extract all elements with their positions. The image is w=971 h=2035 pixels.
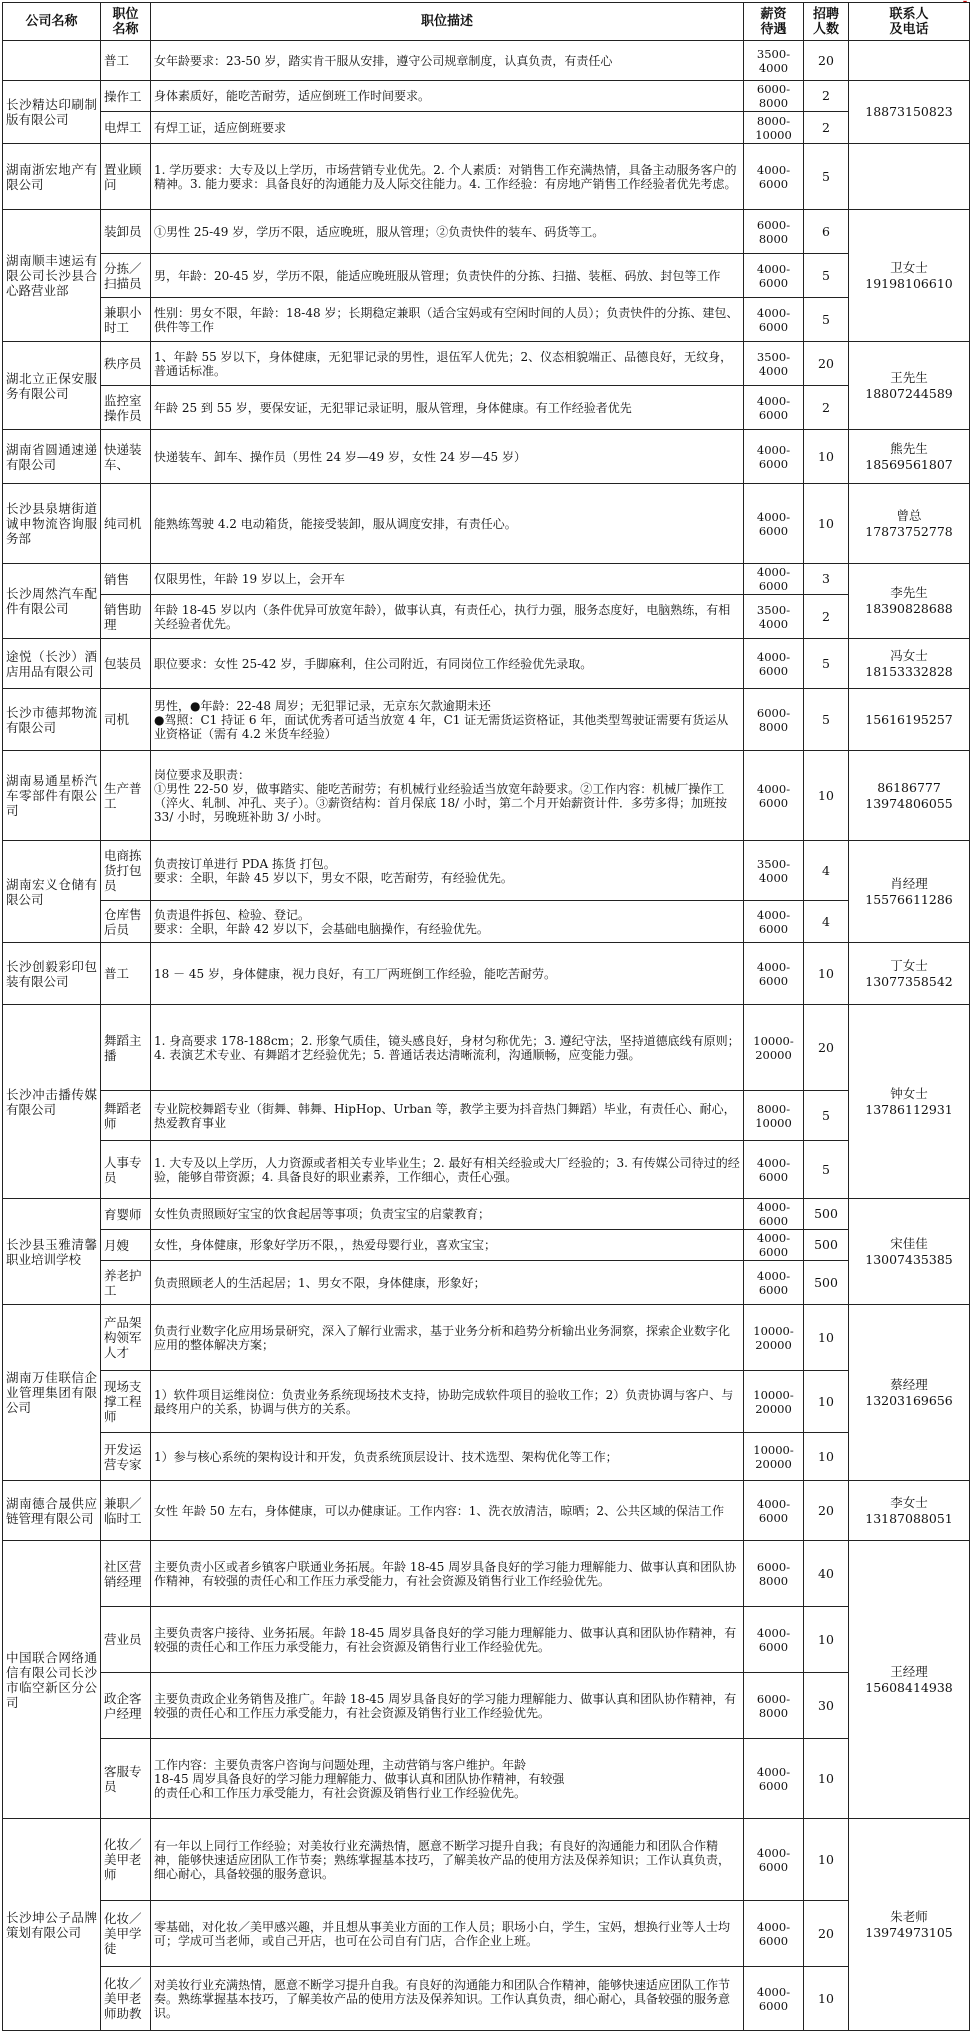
position-cell: 育婴师 <box>101 1199 151 1230</box>
salary-cell: 4000-6000 <box>744 254 804 298</box>
position-cell: 月嫂 <box>101 1230 151 1261</box>
salary-cell: 6000-8000 <box>744 1673 804 1739</box>
salary-cell: 6000-8000 <box>744 81 804 112</box>
table-row <box>3 1433 970 1481</box>
description-cell: 1）软件项目运维岗位：负责业务系统现场技术支持，协助完成软件项目的验收工作；2）负责协调与客户、与最终用户的关系，协调与供方的关系。 <box>151 1371 744 1433</box>
count-cell: 20 <box>804 342 849 386</box>
contact-cell: 熊先生 18569561807 <box>849 430 970 484</box>
company-cell: 途悦（长沙）酒店用品有限公司 <box>3 639 101 689</box>
salary-cell: 4000-6000 <box>744 1230 804 1261</box>
description-cell: 对美妆行业充满热情，愿意不断学习提升自我。有良好的沟通能力和团队合作精神，能够快速适应团队工作节奏。熟练掌握基本技巧，了解美妆产品的使用方法及保养知识。工作认真负责，细心耐心，具备较强的服务意识。 <box>151 1967 744 2031</box>
description-cell: 职位要求：女性 25-42 岁，手脚麻利，住公司附近，有同岗位工作经验优先录取。 <box>151 639 744 689</box>
position-cell: 化妆／美甲老师 <box>101 1819 151 1901</box>
count-cell: 5 <box>804 1091 849 1141</box>
description-cell: 年龄 25 到 55 岁，要保安证，无犯罪记录证明，服从管理，身体健康。有工作经验者优先 <box>151 386 744 430</box>
count-cell: 10 <box>804 430 849 484</box>
table-row <box>3 1481 970 1541</box>
count-cell: 20 <box>804 1901 849 1967</box>
table-row <box>3 1005 970 1091</box>
count-cell: 40 <box>804 1541 849 1607</box>
salary-cell: 4000-6000 <box>744 386 804 430</box>
table-row <box>3 1819 970 1901</box>
description-cell: 主要负责小区或者乡镇客户联通业务拓展。年龄 18-45 周岁具备良好的学习能力理解能力、做事认真和团队协作精神，有较强的责任心和工作压力承受能力，有社会资源及销售行业工作经验优先。 <box>151 1541 744 1607</box>
count-cell: 5 <box>804 1141 849 1199</box>
position-cell: 客服专员 <box>101 1739 151 1819</box>
company-cell: 湖南浙宏地产有限公司 <box>3 144 101 210</box>
description-cell: 年龄 18-45 岁以内（条件优异可放宽年龄），做事认真，有责任心，执行力强，服务态度好，电脑熟练，有相关经验者优先。 <box>151 595 744 639</box>
position-cell: 销售助理 <box>101 595 151 639</box>
count-cell: 4 <box>804 841 849 901</box>
salary-cell: 4000-6000 <box>744 1967 804 2031</box>
header-description: 职位描述 <box>151 3 744 41</box>
table-row <box>3 901 970 943</box>
count-cell: 2 <box>804 595 849 639</box>
company-cell: 长沙创毅彩印包装有限公司 <box>3 943 101 1005</box>
position-cell: 秩序员 <box>101 342 151 386</box>
description-cell: 1. 身高要求 178-188cm；2. 形象气质佳，镜头感良好，身材匀称优先；3. 遵纪守法，坚持道德底线有原则； 4. 表演艺术专业、有舞蹈才艺经验优先；5. 普通话表达清晰流利，沟通顺畅，应变能力强。 <box>151 1005 744 1091</box>
table-row <box>3 342 970 386</box>
position-cell: 政企客户经理 <box>101 1673 151 1739</box>
salary-cell: 4000-6000 <box>744 1481 804 1541</box>
table-row <box>3 639 970 689</box>
contact-cell: 15616195257 <box>849 689 970 751</box>
position-cell: 化妆／美甲老师助教 <box>101 1967 151 2031</box>
description-cell: 1）参与核心系统的架构设计和开发，负责系统顶层设计、技术选型、架构优化等工作； <box>151 1433 744 1481</box>
count-cell: 20 <box>804 1005 849 1091</box>
count-cell: 10 <box>804 484 849 564</box>
table-row <box>3 254 970 298</box>
position-cell: 兼职／临时工 <box>101 1481 151 1541</box>
count-cell: 10 <box>804 1305 849 1371</box>
description-cell: 工作内容：主要负责客户咨询与问题处理，主动营销与客户维护。年龄 18-45 周岁具备良好的学习能力理解能力、做事认真和团队协作精神，有较强 的责任心和工作压力承受能力，有社会资源及销售行业工作经验优先。 <box>151 1739 744 1819</box>
contact-cell: 蔡经理 13203169656 <box>849 1305 970 1481</box>
position-cell: 监控室操作员 <box>101 386 151 430</box>
table-row <box>3 841 970 901</box>
description-cell: 18 － 45 岁，身体健康，视力良好，有工厂两班倒工作经验，能吃苦耐劳。 <box>151 943 744 1005</box>
company-cell: 湖北立正保安服务有限公司 <box>3 342 101 430</box>
contact-cell: 肖经理 15576611286 <box>849 841 970 943</box>
salary-cell: 4000-6000 <box>744 144 804 210</box>
count-cell: 20 <box>804 41 849 81</box>
position-cell: 社区营销经理 <box>101 1541 151 1607</box>
salary-cell: 4000-6000 <box>744 1607 804 1673</box>
table-row <box>3 1967 970 2031</box>
count-cell: 500 <box>804 1261 849 1305</box>
position-cell: 营业员 <box>101 1607 151 1673</box>
table-row <box>3 689 970 751</box>
table-row <box>3 1371 970 1433</box>
table-row <box>3 81 970 112</box>
table-row <box>3 1230 970 1261</box>
count-cell: 20 <box>804 1481 849 1541</box>
salary-cell: 10000- 20000 <box>744 1305 804 1371</box>
contact-cell <box>849 144 970 210</box>
position-cell: 舞蹈主播 <box>101 1005 151 1091</box>
count-cell: 5 <box>804 144 849 210</box>
count-cell: 2 <box>804 81 849 112</box>
description-cell: 男，年龄：20-45 岁，学历不限，能适应晚班服从管理；负责快件的分拣、扫描、装框、码放、封包等工作 <box>151 254 744 298</box>
table-row <box>3 1739 970 1819</box>
salary-cell: 3500-4000 <box>744 595 804 639</box>
table-row <box>3 943 970 1005</box>
position-cell: 包装员 <box>101 639 151 689</box>
description-cell: 女性，身体健康，形象好学历不限，，热爱母婴行业，喜欢宝宝； <box>151 1230 744 1261</box>
contact-cell: 王经理 15608414938 <box>849 1541 970 1819</box>
salary-cell: 10000- 20000 <box>744 1371 804 1433</box>
description-cell: 主要负责客户接待、业务拓展。年龄 18-45 周岁具备良好的学习能力理解能力、做事认真和团队协作精神，有较强的责任心和工作压力承受能力，有社会资源及销售行业工作经验优先。 <box>151 1607 744 1673</box>
company-cell: 长沙冲击播传媒有限公司 <box>3 1005 101 1199</box>
position-cell: 操作工 <box>101 81 151 112</box>
description-cell: 负责照顾老人的生活起居；1、男女不限，身体健康，形象好； <box>151 1261 744 1305</box>
position-cell: 普工 <box>101 41 151 81</box>
description-cell: 有焊工证，适应倒班要求 <box>151 112 744 144</box>
contact-cell: 朱老师 13974973105 <box>849 1819 970 2031</box>
count-cell: 2 <box>804 112 849 144</box>
header-count: 招聘 人数 <box>804 3 849 41</box>
salary-cell: 4000-6000 <box>744 751 804 841</box>
description-cell: 负责按订单进行 PDA 拣货 打包。 要求：全职，年龄 45 岁以下，男女不限，吃苦耐劳，有经验优先。 <box>151 841 744 901</box>
salary-cell: 6000-8000 <box>744 210 804 254</box>
count-cell: 3 <box>804 564 849 595</box>
job-listing-sheet <box>2 2 969 2031</box>
company-cell: 长沙市德邦物流有限公司 <box>3 689 101 751</box>
salary-cell: 4000-6000 <box>744 943 804 1005</box>
position-cell: 化妆／美甲学徒 <box>101 1901 151 1967</box>
company-cell: 长沙县玉雅清馨职业培训学校 <box>3 1199 101 1305</box>
description-cell: 有一年以上同行工作经验；对美妆行业充满热情，愿意不断学习提升自我；有良好的沟通能力和团队合作精神，能够快速适应团队工作节奏；熟练掌握基本技巧，了解美妆产品的使用方法及保养知识；工作认真负责，细心耐心，具备较强的服务意识。 <box>151 1819 744 1901</box>
description-cell: 女性负责照顾好宝宝的饮食起居等事项；负责宝宝的启蒙教育； <box>151 1199 744 1230</box>
salary-cell: 8000- 10000 <box>744 112 804 144</box>
description-cell: 1. 大专及以上学历，人力资源或者相关专业毕业生；2. 最好有相关经验或大厂经验的；3. 有传媒公司待过的经验，能够自带资源；4. 具备良好的职业素养，工作细心，责任心强。 <box>151 1141 744 1199</box>
table-row <box>3 595 970 639</box>
header-company: 公司名称 <box>3 3 101 41</box>
count-cell: 10 <box>804 1607 849 1673</box>
salary-cell: 4000-6000 <box>744 298 804 342</box>
count-cell: 10 <box>804 1371 849 1433</box>
salary-cell: 4000-6000 <box>744 639 804 689</box>
table-row <box>3 112 970 144</box>
contact-cell <box>849 41 970 81</box>
company-cell: 长沙坤公子品牌策划有限公司 <box>3 1819 101 2031</box>
count-cell: 10 <box>804 1433 849 1481</box>
company-cell: 长沙精达印刷制版有限公司 <box>3 81 101 144</box>
salary-cell: 3500-4000 <box>744 342 804 386</box>
description-cell: ①男性 25-49 岁，学历不限，适应晚班，服从管理；②负责快件的装车、码货等工。 <box>151 210 744 254</box>
salary-cell: 4000-6000 <box>744 1199 804 1230</box>
company-cell: 中国联合网络通信有限公司长沙市临空新区分公司 <box>3 1541 101 1819</box>
count-cell: 5 <box>804 254 849 298</box>
table-row <box>3 1305 970 1371</box>
count-cell: 6 <box>804 210 849 254</box>
table-row <box>3 210 970 254</box>
description-cell: 1. 学历要求：大专及以上学历，市场营销专业优先。2. 个人素质：对销售工作充满热情，具备主动服务客户的精神。3. 能力要求：具备良好的沟通能力及人际交往能力。4. 工作经验：有房地产销售工作经验者优先考虑。 <box>151 144 744 210</box>
position-cell: 人事专员 <box>101 1141 151 1199</box>
salary-cell: 4000-6000 <box>744 1739 804 1819</box>
description-cell: 零基础，对化妆／美甲感兴趣，并且想从事美业方面的工作人员；职场小白，学生，宝妈，想换行业等人士均可；学成可当老师，或自己开店，也可在公司自有门店，合作企业上班。 <box>151 1901 744 1967</box>
salary-cell: 10000- 20000 <box>744 1005 804 1091</box>
contact-cell: 宋佳佳 13007435385 <box>849 1199 970 1305</box>
salary-cell: 4000-6000 <box>744 484 804 564</box>
company-cell: 湖南万佳联信企业管理集团有限公司 <box>3 1305 101 1481</box>
table-row <box>3 564 970 595</box>
salary-cell: 6000-8000 <box>744 689 804 751</box>
contact-cell: 曾总 17873752778 <box>849 484 970 564</box>
company-cell: 长沙周然汽车配件有限公司 <box>3 564 101 639</box>
count-cell: 5 <box>804 298 849 342</box>
description-cell: 性别：男女不限，年龄：18-48 岁；长期稳定兼职（适合宝妈或有空闲时间的人员）；负责快件的分拣、建包、供件等工作 <box>151 298 744 342</box>
count-cell: 10 <box>804 943 849 1005</box>
position-cell: 置业顾问 <box>101 144 151 210</box>
table-row <box>3 1141 970 1199</box>
position-cell: 产品架构领军人才 <box>101 1305 151 1371</box>
table-row <box>3 1607 970 1673</box>
position-cell: 电商拣货打包员 <box>101 841 151 901</box>
description-cell: 1、年龄 55 岁以下，身体健康，无犯罪记录的男性，退伍军人优先；2、仪态相貌端正、品德良好，无纹身，普通话标准。 <box>151 342 744 386</box>
contact-cell: 李先生 18390828688 <box>849 564 970 639</box>
position-cell: 仓库售后员 <box>101 901 151 943</box>
salary-cell: 4000-6000 <box>744 901 804 943</box>
description-cell: 女年龄要求：23-50 岁，踏实肯干服从安排，遵守公司规章制度，认真负责，有责任心 <box>151 41 744 81</box>
contact-cell: 卫女士 19198106610 <box>849 210 970 342</box>
position-cell: 快递装车、 <box>101 430 151 484</box>
position-cell: 普工 <box>101 943 151 1005</box>
company-cell: 湖南德合晟供应链管理有限公司 <box>3 1481 101 1541</box>
count-cell: 10 <box>804 751 849 841</box>
header-row <box>3 3 970 41</box>
count-cell: 10 <box>804 1819 849 1901</box>
table-row <box>3 41 970 81</box>
description-cell: 能熟练驾驶 4.2 电动箱货，能接受装卸，服从调度安排，有责任心。 <box>151 484 744 564</box>
salary-cell: 4000-6000 <box>744 1261 804 1305</box>
salary-cell: 3500-4000 <box>744 41 804 81</box>
description-cell: 岗位要求及职责： ①男性 22-50 岁，做事踏实、能吃苦耐劳；有机械行业经验适当放宽年龄要求。②工作内容：机械厂操作工（淬火、轧制、冲孔、夹子）。③薪资结构：首月保底 18/ 小时，第二个月开始薪资计件．多劳多得；加班按 33/ 小时，另晚班补助 3/ 小时。 <box>151 751 744 841</box>
position-cell: 舞蹈老师 <box>101 1091 151 1141</box>
description-cell: 男性，●年龄：22-48 周岁；无犯罪记录，无京东欠款逾期未还 ●驾照：C1 持证 6 年，面试优秀者可适当放宽 4 年，C1 证无需货运资格证，其他类型驾驶证需要有货运从业资格证（需有 4.2 米货车经验） <box>151 689 744 751</box>
salary-cell: 3500-4000 <box>744 841 804 901</box>
table-row <box>3 1541 970 1607</box>
description-cell: 仅限男性，年龄 19 岁以上，会开车 <box>151 564 744 595</box>
table-row <box>3 386 970 430</box>
table-row <box>3 144 970 210</box>
salary-cell: 10000- 20000 <box>744 1433 804 1481</box>
company-cell <box>3 41 101 81</box>
contact-cell: 18873150823 <box>849 81 970 144</box>
position-cell: 现场支撑工程师 <box>101 1371 151 1433</box>
count-cell: 2 <box>804 386 849 430</box>
salary-cell: 4000-6000 <box>744 1141 804 1199</box>
description-cell: 女性 年龄 50 左右，身体健康，可以办健康证。工作内容：1、洗衣放清洁，晾晒；2、公共区域的保洁工作 <box>151 1481 744 1541</box>
position-cell: 纯司机 <box>101 484 151 564</box>
position-cell: 销售 <box>101 564 151 595</box>
description-cell: 身体素质好，能吃苦耐劳，适应倒班工作时间要求。 <box>151 81 744 112</box>
salary-cell: 8000- 10000 <box>744 1091 804 1141</box>
count-cell: 10 <box>804 1967 849 2031</box>
position-cell: 兼职小时工 <box>101 298 151 342</box>
company-cell: 湖南宏义仓储有限公司 <box>3 841 101 943</box>
count-cell: 500 <box>804 1199 849 1230</box>
job-listing-table <box>2 2 970 2031</box>
position-cell: 开发运营专家 <box>101 1433 151 1481</box>
salary-cell: 4000-6000 <box>744 1819 804 1901</box>
table-row <box>3 1091 970 1141</box>
contact-cell: 86186777 13974806055 <box>849 751 970 841</box>
description-cell: 快递装车、卸车、操作员（男性 24 岁—49 岁，女性 24 岁—45 岁） <box>151 430 744 484</box>
table-row <box>3 430 970 484</box>
contact-cell: 丁女士 13077358542 <box>849 943 970 1005</box>
header-salary: 薪资 待遇 <box>744 3 804 41</box>
table-row <box>3 298 970 342</box>
count-cell: 10 <box>804 1739 849 1819</box>
position-cell: 生产普工 <box>101 751 151 841</box>
description-cell: 负责行业数字化应用场景研究，深入了解行业需求，基于业务分析和趋势分析输出业务洞察，探索企业数字化应用的整体解决方案； <box>151 1305 744 1371</box>
table-row <box>3 1199 970 1230</box>
company-cell: 湖南顺丰速运有限公司长沙县合心路营业部 <box>3 210 101 342</box>
header-position: 职位 名称 <box>101 3 151 41</box>
contact-cell: 钟女士 13786112931 <box>849 1005 970 1199</box>
count-cell: 5 <box>804 639 849 689</box>
position-cell: 电焊工 <box>101 112 151 144</box>
contact-cell: 李女士 13187088051 <box>849 1481 970 1541</box>
contact-cell: 王先生 18807244589 <box>849 342 970 430</box>
salary-cell: 6000-8000 <box>744 1541 804 1607</box>
company-cell: 长沙县泉塘街道诚申物流咨询服务部 <box>3 484 101 564</box>
table-row <box>3 484 970 564</box>
position-cell: 装卸员 <box>101 210 151 254</box>
company-cell: 湖南省圆通速递有限公司 <box>3 430 101 484</box>
contact-cell: 冯女士 18153332828 <box>849 639 970 689</box>
table-row <box>3 1901 970 1967</box>
header-contact: 联系人 及电话 <box>849 3 970 41</box>
count-cell: 30 <box>804 1673 849 1739</box>
position-cell: 养老护工 <box>101 1261 151 1305</box>
description-cell: 专业院校舞蹈专业（街舞、韩舞、HipHop、Urban 等，教学主要为抖音热门舞蹈）毕业，有责任心、耐心，热爱教育事业 <box>151 1091 744 1141</box>
count-cell: 5 <box>804 689 849 751</box>
company-cell: 湖南易通星桥汽车零部件有限公司 <box>3 751 101 841</box>
table-row <box>3 1261 970 1305</box>
salary-cell: 4000-6000 <box>744 564 804 595</box>
position-cell: 司机 <box>101 689 151 751</box>
count-cell: 500 <box>804 1230 849 1261</box>
salary-cell: 4000-6000 <box>744 430 804 484</box>
description-cell: 主要负责政企业务销售及推广。年龄 18-45 周岁具备良好的学习能力理解能力、做事认真和团队协作精神，有较强的责任心和工作压力承受能力，有社会资源及销售行业工作经验优先。 <box>151 1673 744 1739</box>
table-row <box>3 1673 970 1739</box>
count-cell: 4 <box>804 901 849 943</box>
table-row <box>3 751 970 841</box>
description-cell: 负责退件拆包、检验、登记。 要求：全职，年龄 42 岁以下，会基础电脑操作，有经验优先。 <box>151 901 744 943</box>
position-cell: 分拣／扫描员 <box>101 254 151 298</box>
salary-cell: 4000-6000 <box>744 1901 804 1967</box>
